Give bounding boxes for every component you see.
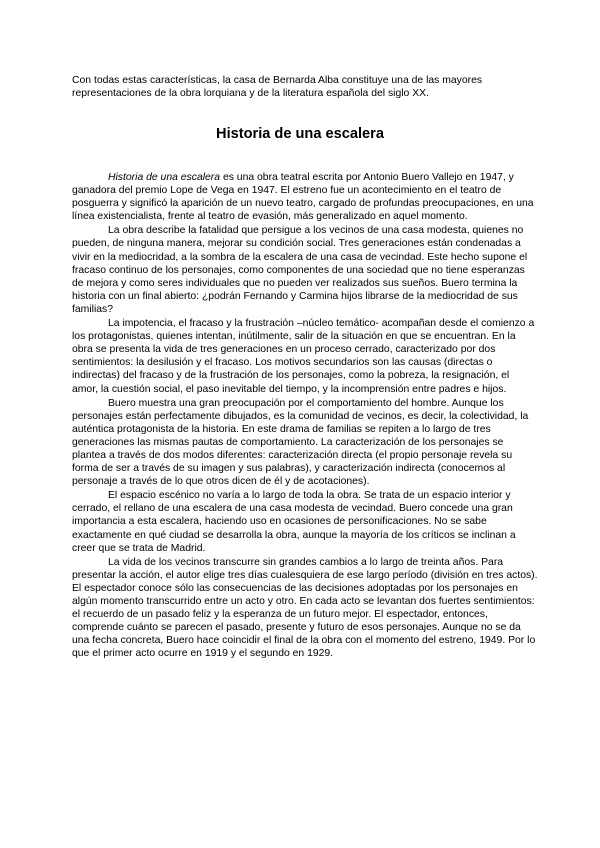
work-title-italic: Historia de una escalera (108, 172, 221, 183)
section-body (72, 171, 538, 660)
paragraph-6: La vida de los vecinos transcurre sin grandes cambios a lo largo de treinta años. Para presentar la acción, el autor elige tres días cualesquiera de ese largo período (división en tres actos). El espectador conoce sólo las consecuencias de las decisiones adoptadas por los personajes en algún momento transcurrido entre un acto y otro. En cada acto se levantan dos fuertes sentimientos: el recuerdo de un pasado feliz y la esperanza de un futuro mejor. El espectador, entonces, comprende cuánto se parecen el pasado, presente y futuro de esos personajes. Aunque no se da una fecha concreta, Buero hace coincidir el final de la obra con el momento del estreno, 1949. Por lo que el primer acto ocurre en 1919 y el segundo en 1929. (72, 556, 538, 660)
paragraph-5: El espacio escénico no varía a lo largo de toda la obra. Se trata de un espacio interior y cerrado, el rellano de una escalera de una casa modesta de vecindad. Buero concede una gran importancia a esta escalera, haciendo uso en ocasiones de personificaciones. No se sabe exactamente en qué ciudad se desarrolla la obra, aunque la mayoría de los críticos se inclinan a creer que se trata de Madrid. (72, 490, 516, 554)
paragraph-3: La impotencia, el fracaso y la frustración –núcleo temático- acompañan desde el comienzo a los protagonistas, quienes intentan, inútilmente, salir de la situación en que se encuentran. En la obra se presenta la vida de tres generaciones en un proceso cerrado, caracterizado por dos sentimientos: la desilusión y el fracaso. Los motivos secundarios son las causas (directas o indirectas) del fracaso y de la frustración de los personajes, como la pobreza, la resignación, el amor, la cuestión social, el paso inevitable del tiempo, y la incomprensión entre padres e hijos. (72, 318, 535, 395)
paragraph-4: Buero muestra una gran preocupación por el comportamiento del hombre. Aunque los personajes están perfectamente dibujados, es la comunidad de vecinos, es decir, la colectividad, la auténtica protagonista de la historia. En este drama de familias se repiten a lo largo de tres generaciones las mismas pautas de comportamiento. La caracterización de los personajes se plantea a través de dos modos diferentes: caracterización directa (el propio personaje revela su forma de ser a través de su imagen y sus palabras), y caracterización indirecta (conocemos al personaje a través de lo que otros dicen de él y de acotaciones). (72, 397, 529, 488)
paragraph-2: La obra describe la fatalidad que persigue a los vecinos de una casa modesta, quienes no pueden, de ninguna manera, mejorar su condición social. Tres generaciones están condenadas a vivir en la mediocridad, a la sombra de la escalera de una casa de vecindad. Este hecho supone el fracaso continuo de los personajes, como componentes de una sociedad que no tiene esperanzas de mejora y como seres individuales que no pueden ver realizados sus sueños. Buero termina la historia con un final abierto: ¿podrán Fernando y Carmina hijos librarse de la mediocridad de sus familias? (72, 225, 528, 315)
paragraph-1 (72, 171, 538, 223)
paragraph-1-text: es una obra teatral escrita por Antonio Buero Vallejo en 1947, y ganadora del premio Lope de Vega en 1947. El estreno fue un acontecimiento en el teatro de posguerra y significó la aparición de un nuevo teatro, cargado de profundas preocupaciones, en una línea existencialista, frente al teatro de evasión, más generalizado en aquel momento. (72, 172, 534, 223)
section-title: Historia de una escalera (216, 126, 384, 142)
intro-paragraph: Con todas estas características, la casa de Bernarda Alba constituye una de las mayores representaciones de la obra lorquiana y de la literatura española del siglo XX. (72, 75, 483, 100)
